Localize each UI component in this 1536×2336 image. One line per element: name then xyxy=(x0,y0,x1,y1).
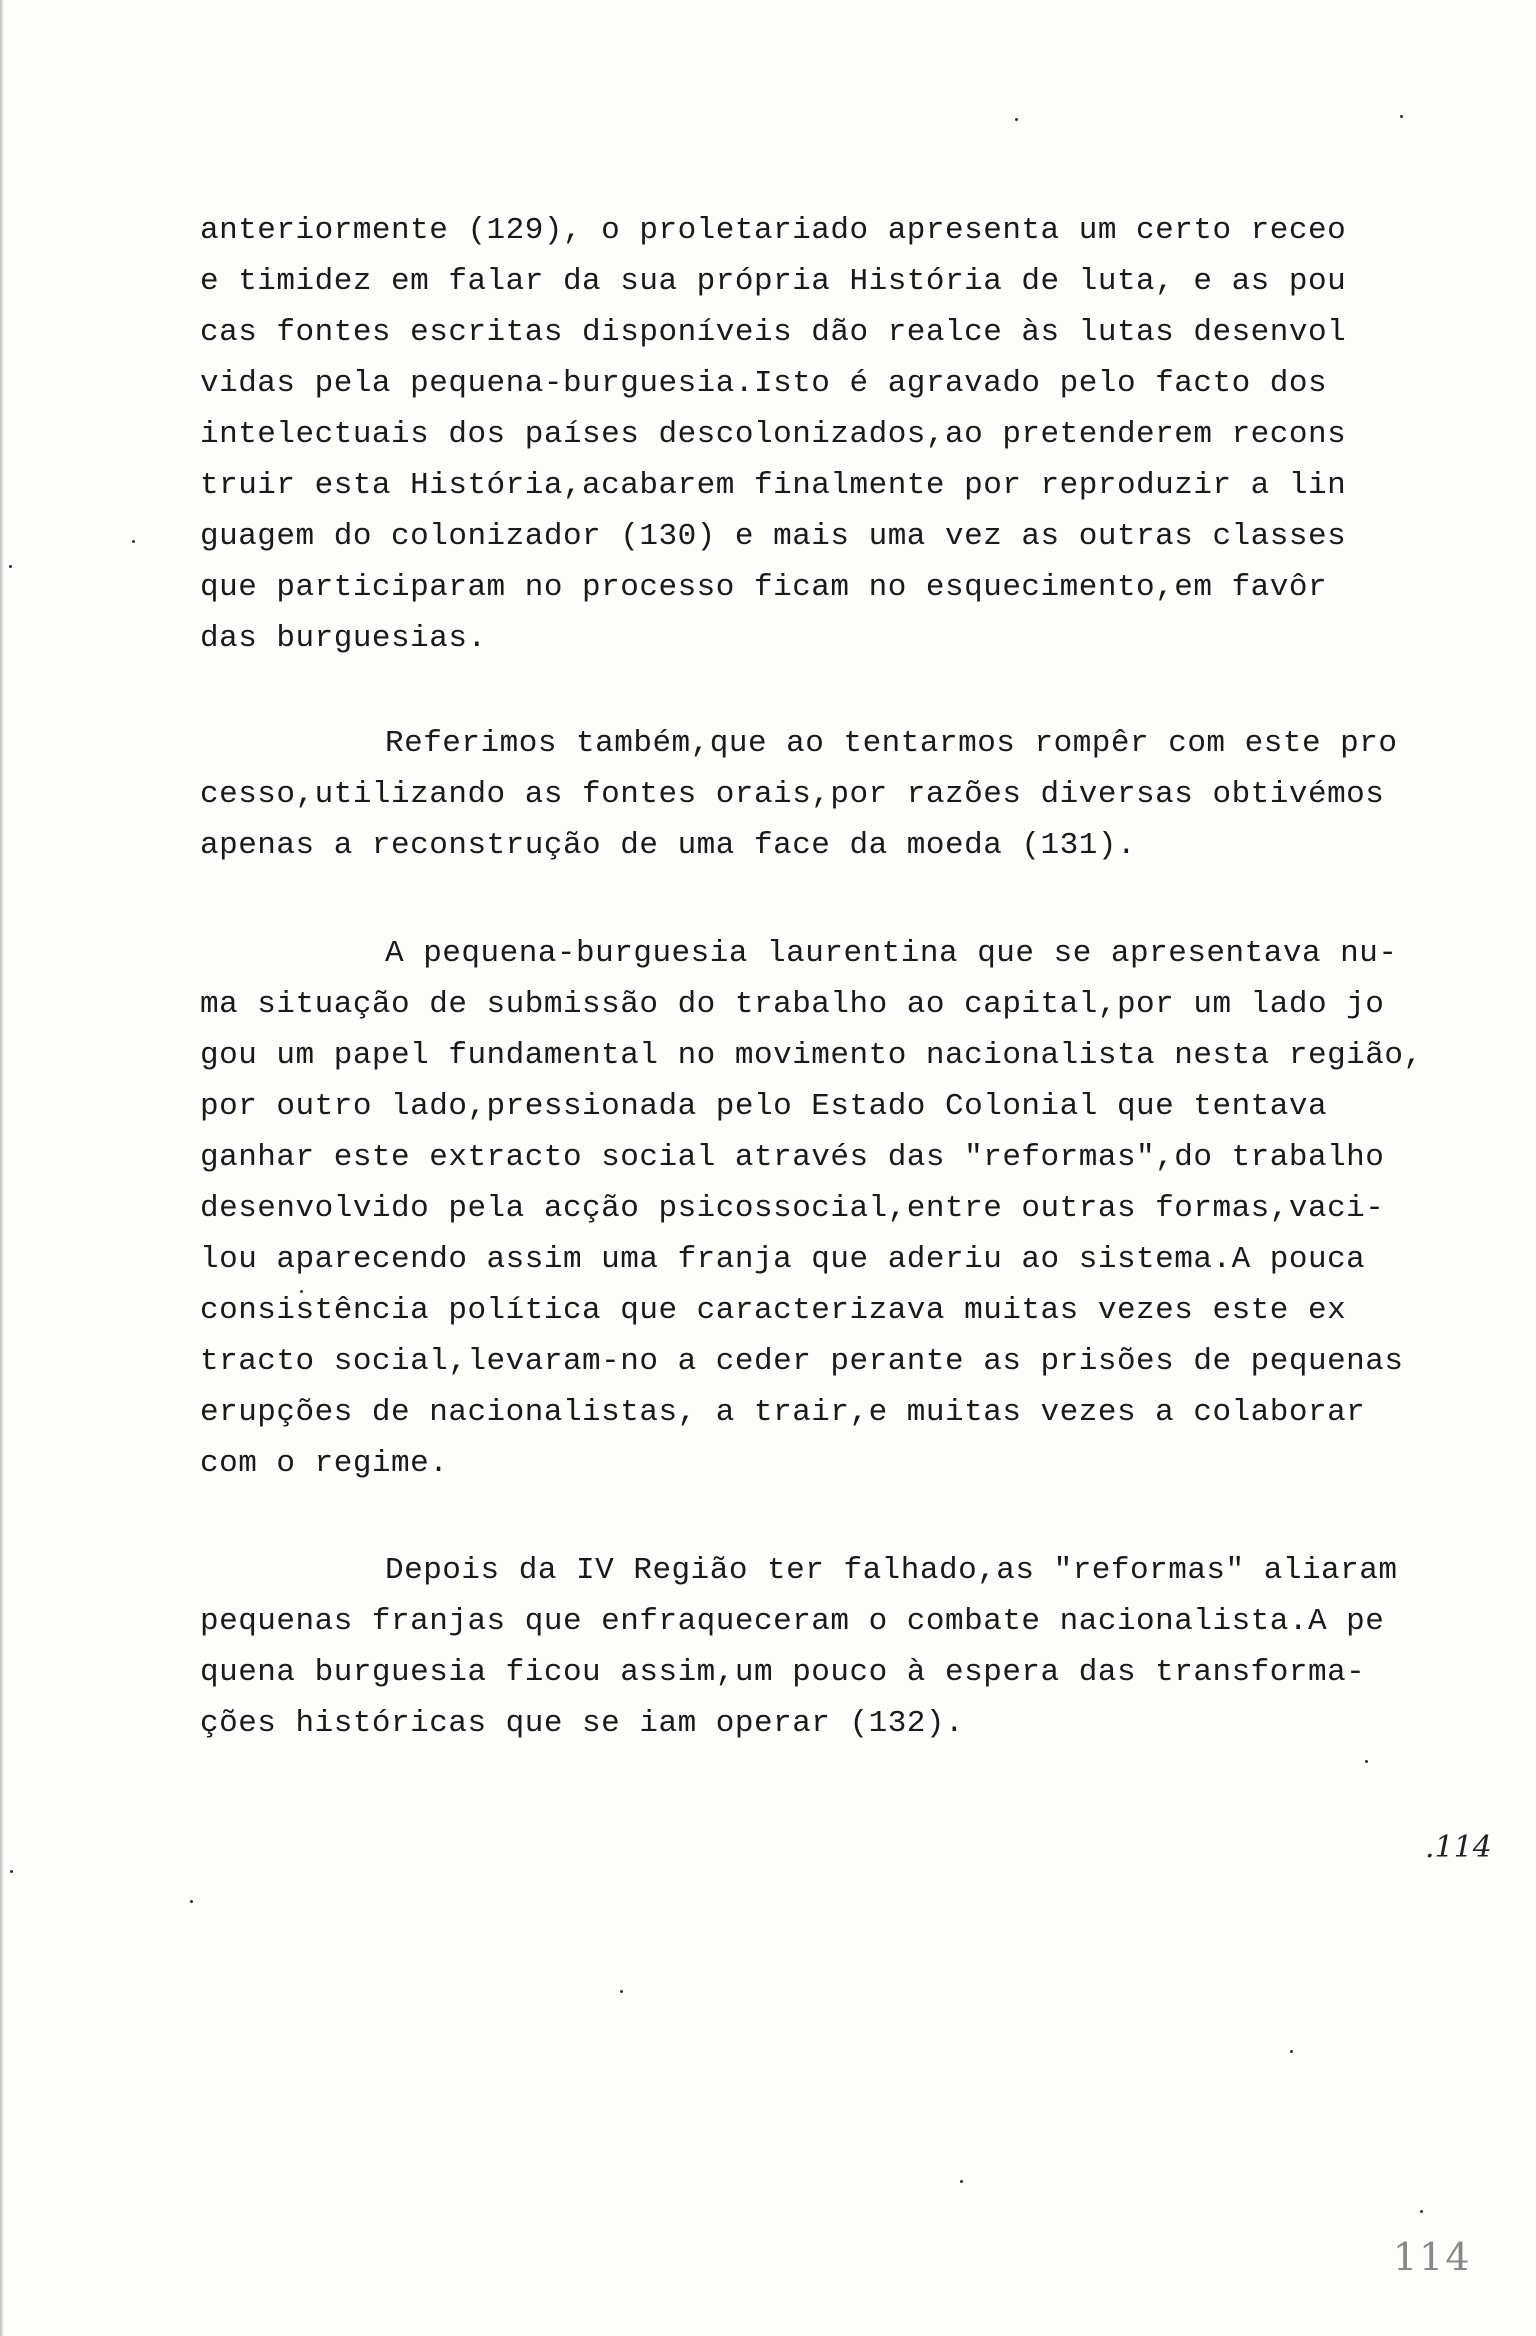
text-line: Referimos também,que ao tentarmos rompêr com este pro xyxy=(385,726,1398,761)
scan-speck xyxy=(9,565,12,568)
text-line: anteriormente (129), o proletariado apresenta um certo receo xyxy=(200,213,1347,248)
scan-speck xyxy=(132,540,135,543)
text-line: que participaram no processo ficam no esquecimento,em favôr xyxy=(200,570,1328,605)
paragraph-3 xyxy=(200,928,1510,1489)
text-line: lou aparecendo assim uma franja que aderiu ao sistema.A pouca xyxy=(200,1242,1366,1277)
scan-speck xyxy=(1015,118,1018,121)
text-line: cas fontes escritas disponíveis dão realce às lutas desenvol xyxy=(200,315,1347,350)
text-line: erupções de nacionalistas, a trair,e muitas vezes a colaborar xyxy=(200,1395,1366,1430)
scan-speck xyxy=(960,2180,963,2183)
scan-speck xyxy=(620,1990,623,1993)
scan-speck xyxy=(190,1900,193,1903)
text-line: ma situação de submissão do trabalho ao capital,por um lado jo xyxy=(200,987,1385,1022)
paragraph-1 xyxy=(200,205,1510,664)
scan-speck xyxy=(300,1290,303,1293)
text-line: quena burguesia ficou assim,um pouco à espera das transforma- xyxy=(200,1655,1366,1690)
text-line: vidas pela pequena-burguesia.Isto é agravado pelo facto dos xyxy=(200,366,1328,401)
handwritten-page-number: 114 xyxy=(1393,2235,1472,2279)
scan-speck xyxy=(10,1870,13,1873)
text-line: ganhar este extracto social através das "reformas",do trabalho xyxy=(200,1140,1385,1175)
text-line: com o regime. xyxy=(200,1446,449,1481)
paragraph-2 xyxy=(200,718,1510,871)
text-line: intelectuais dos países descolonizados,ao pretenderem recons xyxy=(200,417,1347,452)
text-line: das burguesias. xyxy=(200,621,487,656)
scan-speck xyxy=(1420,2210,1423,2213)
text-line: desenvolvido pela acção psicossocial,entre outras formas,vaci- xyxy=(200,1191,1385,1226)
text-line: Depois da IV Região ter falhado,as "reformas" aliaram xyxy=(385,1553,1398,1588)
text-line: pequenas franjas que enfraqueceram o combate nacionalista.A pe xyxy=(200,1604,1385,1639)
text-line: e timidez em falar da sua própria História de luta, e as pou xyxy=(200,264,1347,299)
text-line: A pequena-burguesia laurentina que se apresentava nu- xyxy=(385,936,1398,971)
text-line: consistência política que caracterizava muitas vezes este ex xyxy=(200,1293,1347,1328)
text-line: truir esta História,acabarem finalmente por reproduzir a lin xyxy=(200,468,1347,503)
text-line: ções históricas que se iam operar (132). xyxy=(200,1706,965,1741)
text-line: por outro lado,pressionada pelo Estado Colonial que tentava xyxy=(200,1089,1328,1124)
text-line: guagem do colonizador (130) e mais uma vez as outras classes xyxy=(200,519,1347,554)
text-line: cesso,utilizando as fontes orais,por razões diversas obtivémos xyxy=(200,777,1385,812)
scan-edge xyxy=(0,0,4,2336)
paragraph-4 xyxy=(200,1545,1510,1749)
scan-speck xyxy=(1400,115,1403,118)
folio-number: .114 xyxy=(1425,1830,1492,1865)
scan-speck xyxy=(1365,1760,1368,1763)
scan-speck xyxy=(1290,2050,1293,2053)
text-line: apenas a reconstrução de uma face da moeda (131). xyxy=(200,828,1137,863)
text-line: gou um papel fundamental no movimento nacionalista nesta região, xyxy=(200,1038,1423,1073)
text-line: tracto social,levaram-no a ceder perante as prisões de pequenas xyxy=(200,1344,1404,1379)
